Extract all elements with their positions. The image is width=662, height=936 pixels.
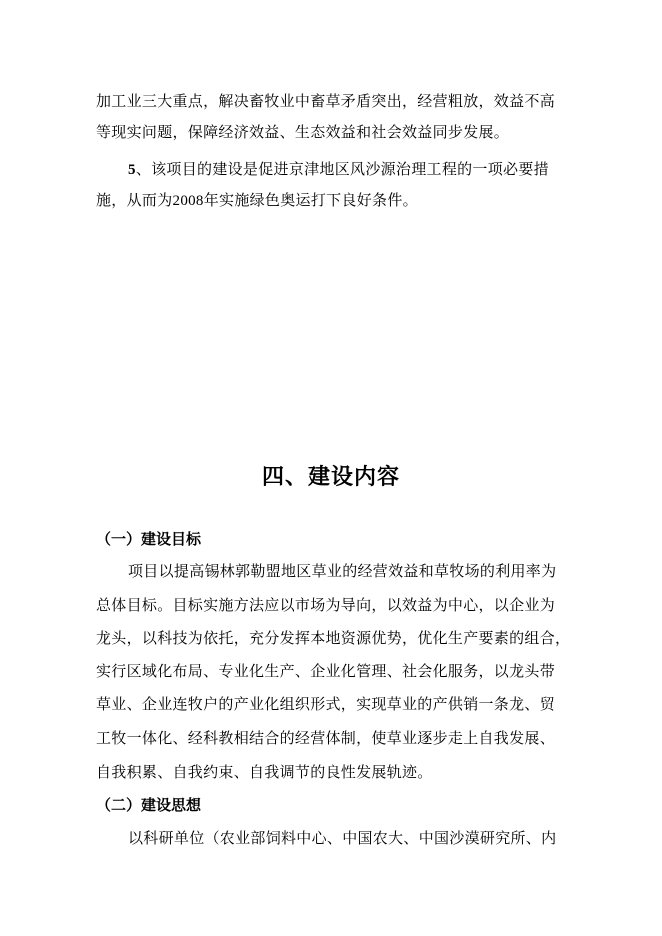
subsection-heading-goals: （一）建设目标 xyxy=(96,530,202,548)
item-number: 5 xyxy=(128,162,136,178)
ideas-paragraph-line: 以科研单位（农业部饲料中心、中国农大、中国沙漠研究所、内 xyxy=(128,829,557,847)
item-5-text-pre: 施，从而为 xyxy=(96,191,173,209)
goals-paragraph-line: 项目以提高锡林郭勒盟地区草业的经营效益和草牧场的利用率为 xyxy=(128,562,557,580)
goals-paragraph-line: 工牧一体化、经科教相结合的经营体制，使草业逐步走上自我发展、 xyxy=(96,729,556,747)
goals-paragraph-line: 草业、企业连牧户的产业化组织形式，实现草业的产供销一条龙、贸 xyxy=(96,695,556,713)
item-5-line xyxy=(96,190,418,211)
goals-paragraph-line: 龙头，以科技为依托，充分发挥本地资源优势，优化生产要素的组合， xyxy=(96,629,571,647)
goals-paragraph-line: 自我积累、自我约束、自我调节的良性发展轨迹。 xyxy=(96,763,433,781)
goals-paragraph-line: 实行区域化布局、专业化生产、企业化管理、社会化服务，以龙头带 xyxy=(96,662,556,680)
item-5-text-post: 年实施绿色奥运打下良好条件。 xyxy=(203,191,418,209)
intro-paragraph-line: 加工业三大重点，解决畜牧业中畜草矛盾突出，经营粗放，效益不高 xyxy=(96,92,556,110)
intro-paragraph-line: 等现实问题，保障经济效益、生态效益和社会效益同步发展。 xyxy=(96,123,510,141)
item-5-line xyxy=(128,159,549,180)
goals-paragraph-line: 总体目标。目标实施方法应以市场为导向，以效益为中心，以企业为 xyxy=(96,596,556,614)
item-5-text: 、该项目的建设是促进京津地区风沙源治理工程的一项必要措 xyxy=(135,160,549,178)
subsection-heading-ideas: （二）建设思想 xyxy=(96,796,202,814)
year-number: 2008 xyxy=(172,193,204,209)
section-title: 四、建设内容 xyxy=(261,464,400,490)
